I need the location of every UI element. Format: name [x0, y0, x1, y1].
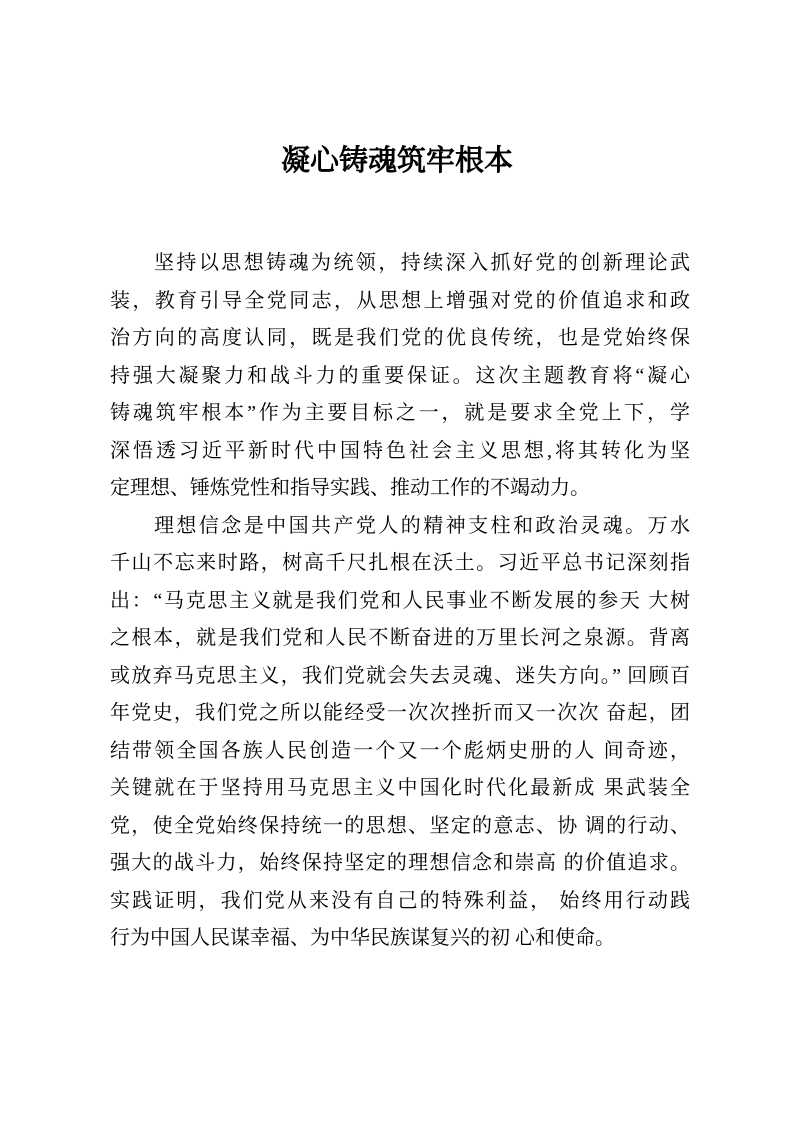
text-line: 装，教育引导全党同志，从思想上增强对党的价值追求和政 [110, 289, 690, 312]
text-line: 千山不忘来时路，树高千尺扎根在沃土。习近平总书记深刻指 [110, 552, 690, 574]
text-line: 党，使全党始终保持统一的思想、坚定的意志、协 调的行动、 [110, 814, 690, 837]
document-body [110, 245, 690, 958]
text-line: 坚持以思想铸魂为统领，持续深入抓好党的创新理论武 [154, 252, 690, 274]
text-line: 年党史，我们党之所以能经受一次次挫折而又一次次 奋起，团 [110, 702, 690, 724]
text-line: 实践证明，我们党从来没有自己的特殊利益， 始终用行动践 [110, 889, 690, 912]
text-line: 出：“马克思主义就是我们党和人民事业不断发展的参天 大树 [110, 589, 690, 612]
text-line: 深悟透习近平新时代中国特色社会主义思想,将其转化为坚 [110, 439, 690, 462]
text-line: 强大的战斗力，始终保持坚定的理想信念和崇高 的价值追求。 [110, 852, 690, 874]
paragraph [110, 508, 690, 958]
text-line: 或放弃马克思主义，我们党就会失去灵魂、迷失方向。” 回顾百 [110, 664, 690, 687]
text-line: 关键就在于坚持用马克思主义中国化时代化最新成 果武装全 [110, 777, 690, 799]
document-title: 凝心铸魂筑牢根本 [280, 145, 513, 177]
text-line: 定理想、锤炼党性和指导实践、推动工作的不竭动力。 [110, 477, 590, 499]
text-line: 行为中国人民谋幸福、为中华民族谋复兴的初 心和使命。 [110, 927, 615, 949]
text-line: 持强大凝聚力和战斗力的重要保证。这次主题教育将“凝心 [110, 364, 690, 387]
text-line: 结带领全国各族人民创造一个又一个彪炳史册的人 间奇迹， [110, 739, 690, 762]
text-line: 之根本，就是我们党和人民不断奋进的万里长河之泉源。背离 [110, 627, 690, 649]
paragraph [110, 245, 690, 508]
text-line: 铸魂筑牢根本”作为主要目标之一，就是要求全党上下，学 [110, 402, 690, 424]
text-line: 理想信念是中国共产党人的精神支柱和政治灵魂。万水 [154, 514, 690, 537]
text-line: 治方向的高度认同，既是我们党的优良传统，也是党始终保 [110, 327, 690, 349]
